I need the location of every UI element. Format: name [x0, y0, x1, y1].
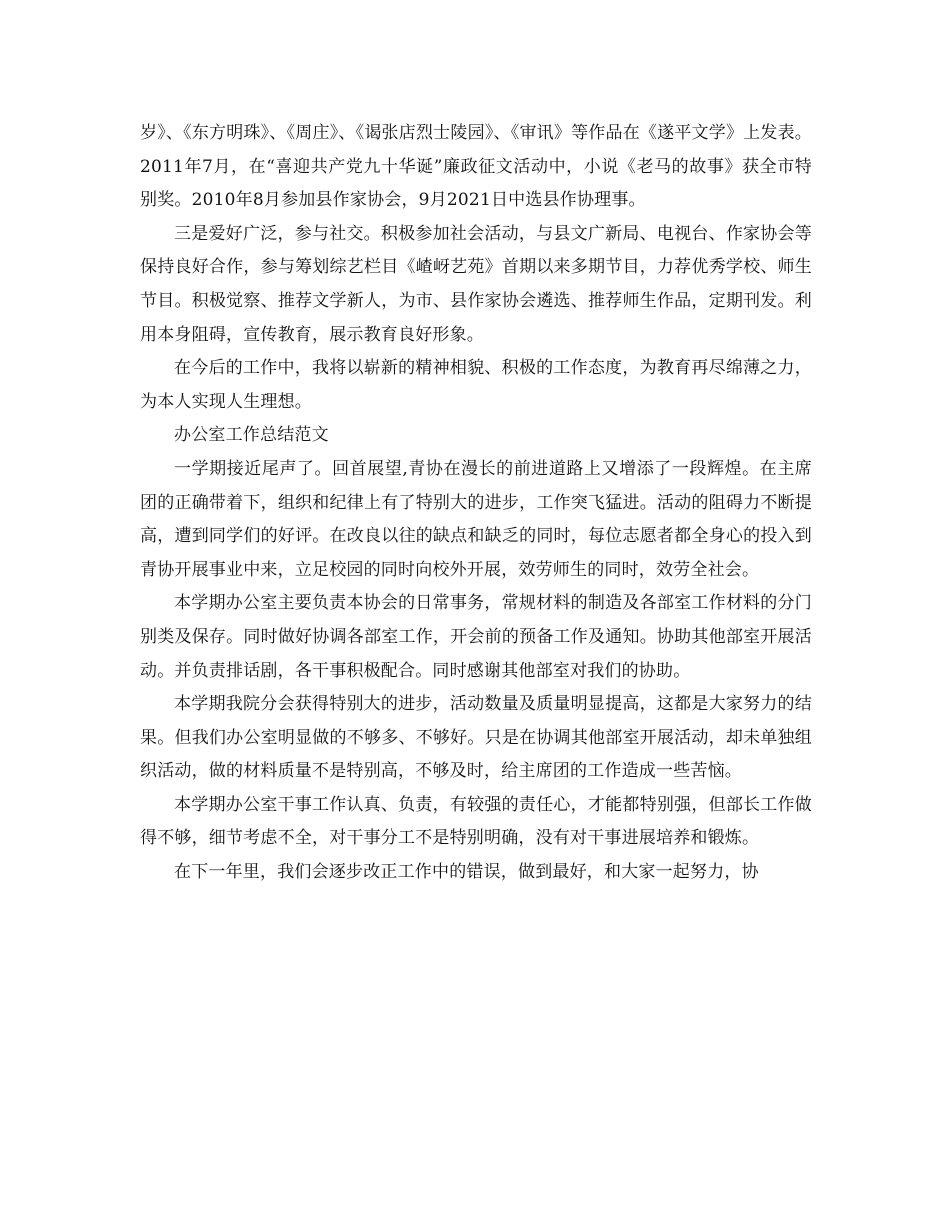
paragraph-next-year: 在下一年里，我们会逐步改正工作中的错误，做到最好，和大家一起努力，协	[174, 862, 759, 883]
document-body	[140, 117, 812, 890]
section-heading: 办公室工作总结范文	[174, 425, 329, 446]
paragraph-office-duties: 本学期办公室主要负责本协会的日常事务，常规材料的制造及各部室工作材料的分门别类及保存。同时做好协调各部室工作，开会前的预备工作及通知。协助其他部室开展活动。并负责排话剧，各干事积极配合。同时感谢其他部室对我们的协助。	[140, 593, 812, 681]
paragraph-staff-assessment: 本学期办公室干事工作认真、负责，有较强的责任心，才能都特别强，但部长工作做得不够，细节考虑不全，对干事分工不是特别明确，没有对干事进展培养和锻炼。	[140, 794, 812, 849]
paragraph-hobbies: 三是爱好广泛，参与社交。积极参加社会活动，与县文广新局、电视台、作家协会等保持良好合作，参与筹划综艺栏目《嵖岈艺苑》首期以来多期节目，力荐优秀学校、师生节目。积极觉察、推荐文学新人，为市、县作家协会遴选、推荐师生作品，定期刊发。利用本身阻碍，宣传教育，展示教育良好形象。	[140, 223, 812, 345]
paragraph-progress: 本学期我院分会获得特别大的进步，活动数量及质量明显提高，这都是大家努力的结果。但我们办公室明显做的不够多、不够好。只是在协调其他部室开展活动，却未单独组织活动，做的材料质量不是特别高，不够及时，给主席团的工作造成一些苦恼。	[140, 694, 812, 782]
paragraph-semester-review: 一学期接近尾声了。回首展望,青协在漫长的前进道路上又增添了一段辉煌。在主席团的正确带着下，组织和纪律上有了特别大的进步，工作突飞猛进。活动的阻碍力不断提高，遭到同学们的好评。在改良以往的缺点和缺乏的同时，每位志愿者都全身心的投入到青协开展事业中来，立足校园的同时向校外开展，效劳师生的同时，效劳全社会。	[140, 458, 812, 580]
paragraph-future-work: 在今后的工作中，我将以崭新的精神相貌、积极的工作态度，为教育再尽绵薄之力，为本人实现人生理想。	[140, 358, 812, 412]
paragraph-continuation: 岁》、《东方明珠》、《周庄》、《谒张店烈士陵园》、《审讯》等作品在《遂平文学》上发表。2011年7月，在“喜迎共产党九十华诞”廉政征文活动中，小说《老马的故事》获全市特别奖。2010年8月参加县作家协会，9月2021日中选县作协理事。	[140, 123, 812, 211]
